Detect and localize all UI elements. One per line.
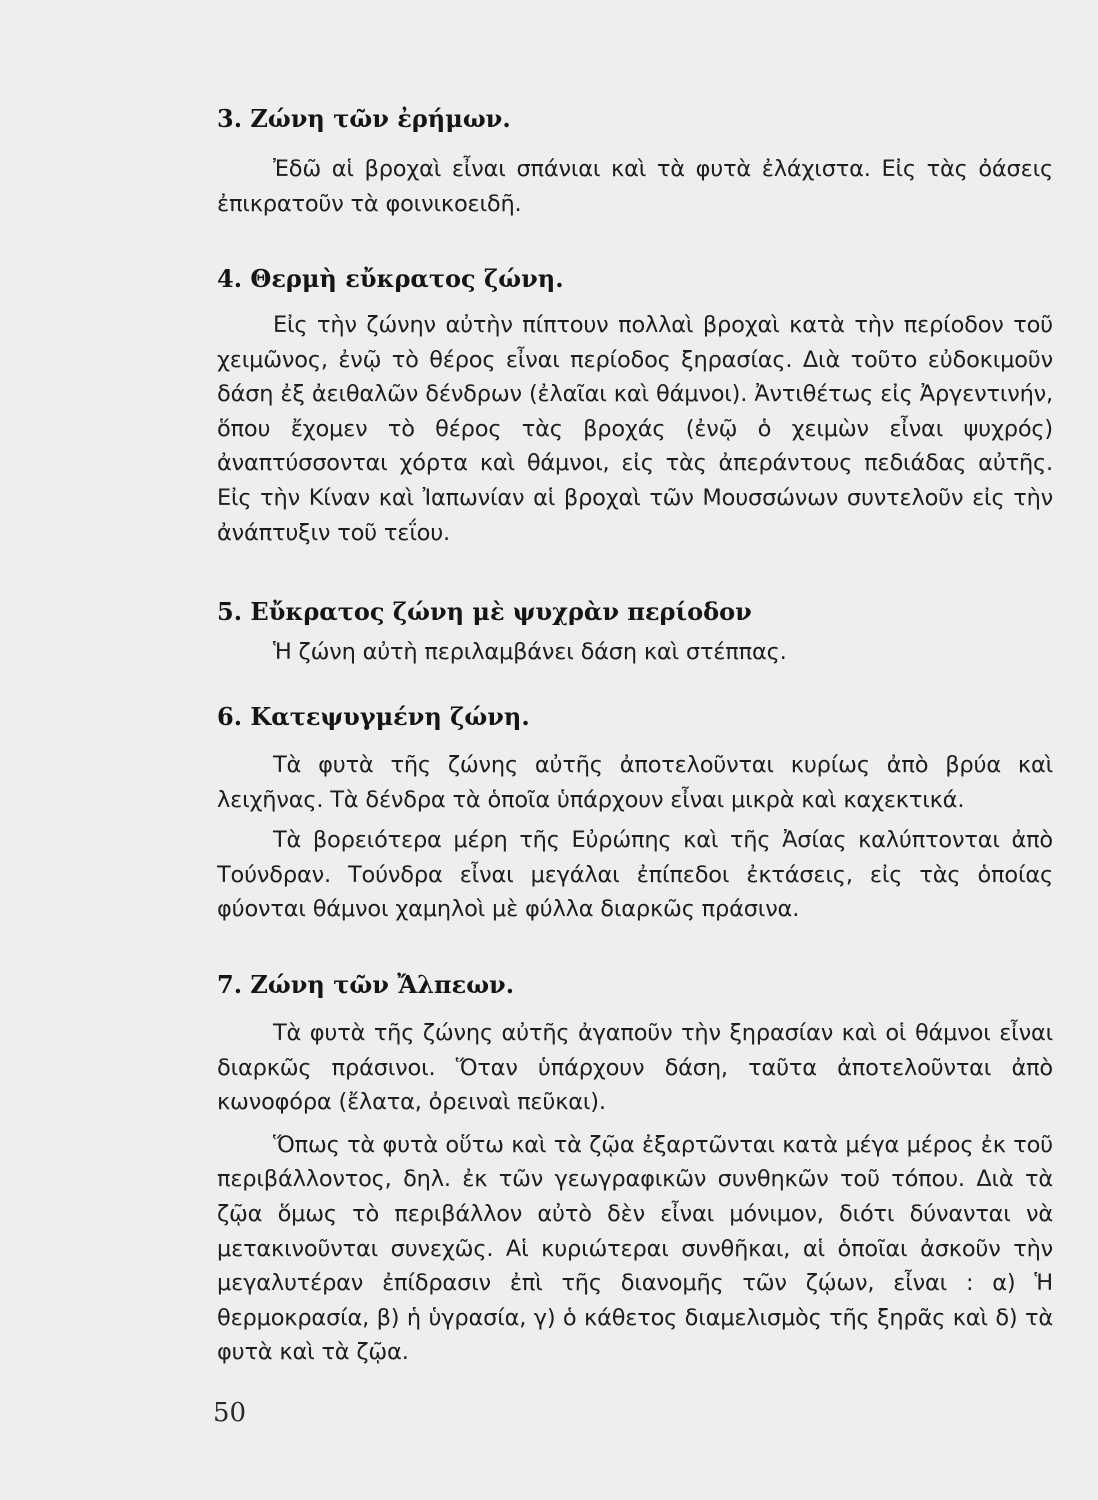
section-frozen xyxy=(217,700,1053,927)
section-deserts xyxy=(217,102,1053,221)
paragraph: Τὰ φυτὰ τῆς ζώνης αὐτῆς ἀγαποῦν τὴν ξηρασίαν καὶ οἱ θάμνοι εἶναι διαρκῶς πράσινοι. Ὅταν ὑπάρχουν δάση, ταῦτα ἀποτελοῦνται ἀπὸ κωνοφόρα (ἔλατα, ὀρειναὶ πεῦκαι). xyxy=(217,1020,1053,1116)
paragraph: Ἐδῶ αἱ βροχαὶ εἶναι σπάνιαι καὶ τὰ φυτὰ ἐλάχιστα. Εἰς τὰς ὀάσεις ἐπικρατοῦν τὰ φοινικοειδῆ. xyxy=(217,156,1053,217)
section-heading: 4. Θερμὴ εὔκρατος ζώνη. xyxy=(217,264,564,293)
paragraph: Τὰ βορειότερα μέρη τῆς Εὐρώπης καὶ τῆς Ἀσίας καλύπτονται ἀπὸ Τούνδραν. Τούνδρα εἶναι μεγάλαι ἐπίπεδοι ἐκτάσεις, εἰς τὰς ὁποίας φύονται θάμνοι χαμηλοὶ μὲ φύλλα διαρκῶς πράσινα. xyxy=(217,827,1053,923)
page-number: 50 xyxy=(213,1398,247,1428)
paragraph: Ἡ ζώνη αὐτὴ περιλαμβάνει δάση καὶ στέππας. xyxy=(273,639,787,665)
section-temperate-cold xyxy=(217,595,1053,670)
section-heading: 6. Κατεψυγμένη ζώνη. xyxy=(217,702,530,731)
section-warm-temperate xyxy=(217,262,1053,550)
section-heading: 3. Ζώνη τῶν ἐρήμων. xyxy=(217,104,511,133)
section-alps xyxy=(217,968,1053,1370)
paragraph: Ὅπως τὰ φυτὰ οὕτω καὶ τὰ ζῷα ἐξαρτῶνται κατὰ μέγα μέρος ἐκ τοῦ περιβάλλοντος, δηλ. ἐκ τῶν γεωγραφικῶν συνθηκῶν τοῦ τόπου. Διὰ τὰ ζῷα ὅμως τὸ περιβάλλον αὐτὸ δὲν εἶναι μόνιμον, διότι δύνανται νὰ μετακινοῦνται συνεχῶς. Αἱ κυριώτεραι συνθῆκαι, αἱ ὁποῖαι ἀσκοῦν τὴν μεγαλυτέραν ἐπίδρασιν ἐπὶ τῆς διανομῆς τῶν ζῴων, εἶναι : α) Ἡ θερμοκρασία, β) ἡ ὑγρασία, γ) ὁ κάθετος διαμελισμὸς τῆς ξηρᾶς καὶ δ) τὰ φυτὰ καὶ τὰ ζῷα. xyxy=(217,1131,1053,1366)
paragraph: Τὰ φυτὰ τῆς ζώνης αὐτῆς ἀποτελοῦνται κυρίως ἀπὸ βρύα καὶ λειχῆνας. Τὰ δένδρα τὰ ὁποῖα ὑπάρχουν εἶναι μικρὰ καὶ καχεκτικά. xyxy=(217,752,1053,813)
paragraph: Εἰς τὴν ζώνην αὐτὴν πίπτουν πολλαὶ βροχαὶ κατὰ τὴν περίοδον τοῦ χειμῶνος, ἐνῷ τὸ θέρος εἶναι περίοδος ξηρασίας. Διὰ τοῦτο εὐδοκιμοῦν δάση ἐξ ἀειθαλῶν δένδρων (ἐλαῖαι καὶ θάμνοι). Ἀντιθέτως εἰς Ἀργεντινήν, ὅπου ἔχομεν τὸ θέρος τὰς βροχάς (ἐνῷ ὁ χειμὼν εἶναι ψυχρός) ἀναπτύσσονται χόρτα καὶ θάμνοι, εἰς τὰς ἀπεράντους πεδιάδας αὐτῆς. Εἰς τὴν Κίναν καὶ Ἰαπωνίαν αἱ βροχαὶ τῶν Μουσσώνων συντελοῦν εἰς τὴν ἀνάπτυξιν τοῦ τεΐου. xyxy=(217,312,1053,546)
section-heading: 5. Εὔκρατος ζώνη μὲ ψυχρὰν περίοδον xyxy=(217,597,752,626)
section-heading: 7. Ζώνη τῶν Ἄλπεων. xyxy=(217,970,515,999)
